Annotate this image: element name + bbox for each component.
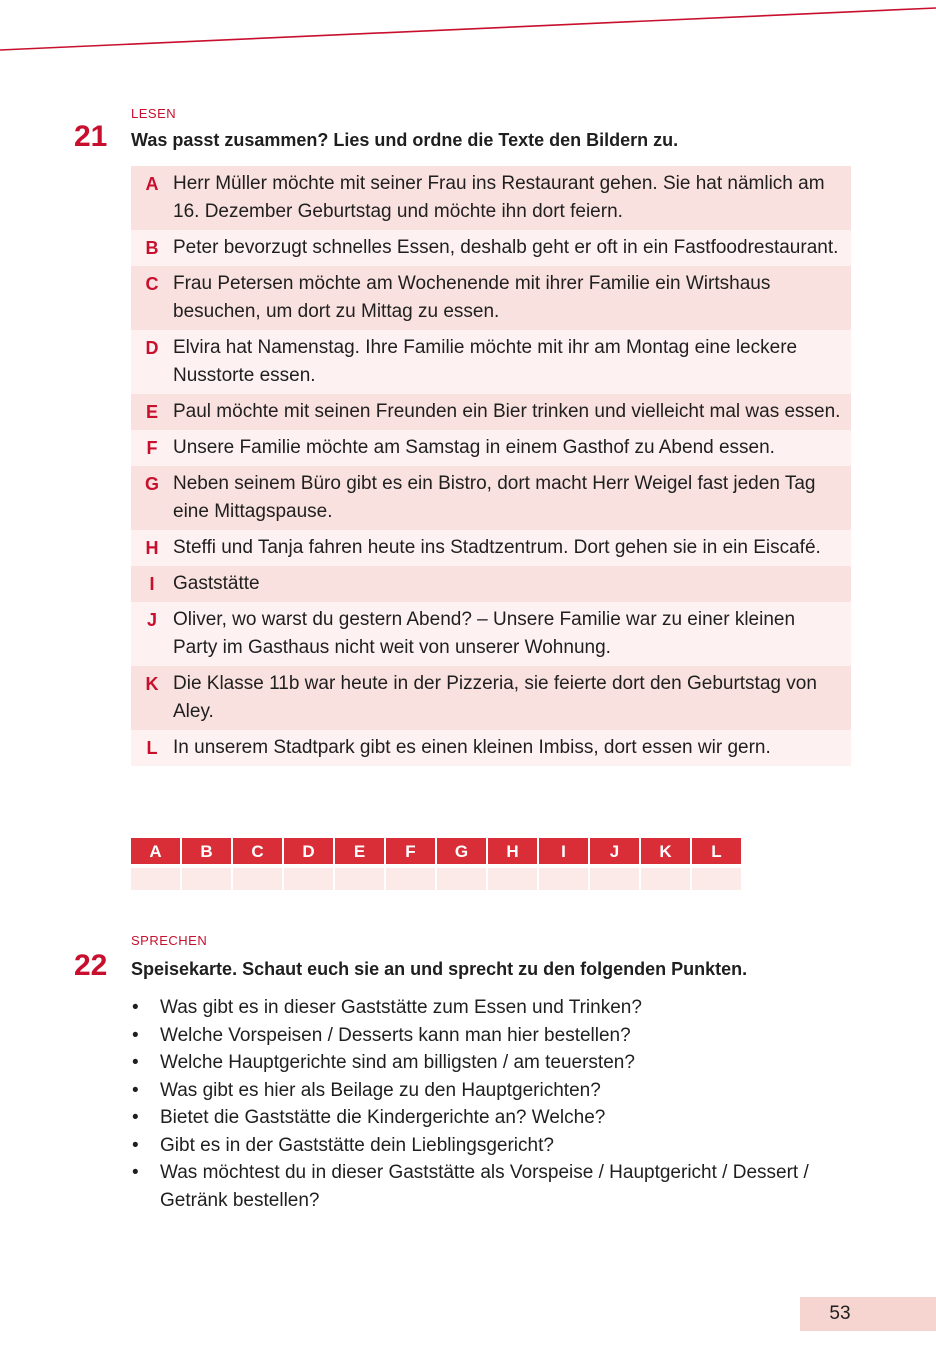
answer-cell-h[interactable] bbox=[488, 868, 537, 890]
item-text: In unserem Stadtpark gibt es einen kleinen Imbiss, dort essen wir gern. bbox=[173, 737, 771, 758]
item-text: Gaststätte bbox=[173, 573, 260, 594]
item-letter: C bbox=[145, 274, 159, 294]
answer-header-d: D bbox=[284, 838, 333, 864]
text-item-j bbox=[131, 602, 851, 666]
exercise-title: Was passt zusammen? Lies und ordne die Texte den Bildern zu. bbox=[131, 130, 679, 150]
bullet-text: Bietet die Gaststätte die Kindergerichte an? Welche? bbox=[160, 1107, 606, 1128]
answer-cell-c[interactable] bbox=[233, 868, 282, 890]
answer-header-a: A bbox=[131, 838, 180, 864]
item-letter: L bbox=[146, 738, 158, 758]
text-item-d bbox=[131, 330, 851, 394]
item-letter: F bbox=[146, 438, 158, 458]
bullet-text: Gibt es in der Gaststätte dein Lieblingsgericht? bbox=[160, 1134, 554, 1156]
answer-cell-g[interactable] bbox=[437, 868, 486, 890]
bullet-list bbox=[131, 994, 861, 1214]
exercise-title: Speisekarte. Schaut euch sie an und sprecht zu den folgenden Punkten. bbox=[131, 959, 748, 979]
answer-cell-d[interactable] bbox=[284, 868, 333, 890]
answer-header-i: I bbox=[539, 838, 588, 864]
text-item-i bbox=[131, 566, 851, 602]
answer-cell-b[interactable] bbox=[182, 868, 231, 890]
item-letter: I bbox=[149, 574, 155, 594]
header-rule bbox=[0, 0, 936, 60]
answer-cell-e[interactable] bbox=[335, 868, 384, 890]
item-text: Peter bevorzugt schnelles Essen, deshalb geht er oft in ein Fastfoodrestaurant. bbox=[173, 237, 839, 258]
text-item-g bbox=[131, 466, 851, 530]
bullet-dot-icon: • bbox=[132, 1024, 139, 1046]
item-text: Elvira hat Namenstag. Ihre Familie möchte mit ihr am Montag eine leckere Nusstorte essen. bbox=[173, 337, 798, 386]
bullet-item bbox=[131, 1132, 861, 1160]
answer-grid-row bbox=[131, 868, 743, 890]
answer-header-e: E bbox=[335, 838, 384, 864]
bullet-item bbox=[131, 1104, 861, 1132]
item-letter: D bbox=[145, 338, 159, 358]
answer-cell-k[interactable] bbox=[641, 868, 690, 890]
exercise-skill-label: SPRECHEN bbox=[131, 933, 208, 948]
item-text: Steffi und Tanja fahren heute ins Stadtzentrum. Dort gehen sie in ein Eiscafé. bbox=[173, 537, 821, 558]
item-text: Oliver, wo warst du gestern Abend? – Unsere Familie war zu einer kleinen Party im Gasthaus nicht weit von unserer Wohnung. bbox=[173, 609, 796, 658]
bullet-text: Was gibt es hier als Beilage zu den Hauptgerichten? bbox=[160, 1079, 601, 1101]
item-letter: E bbox=[145, 402, 158, 422]
bullet-item bbox=[131, 994, 861, 1022]
bullet-item bbox=[131, 1049, 861, 1077]
item-text: Frau Petersen möchte am Wochenende mit ihrer Familie ein Wirtshaus besuchen, um dort zu Mittag zu essen. bbox=[173, 273, 771, 322]
bullet-dot-icon: • bbox=[132, 997, 139, 1018]
bullet-item bbox=[131, 1077, 861, 1105]
text-item-k bbox=[131, 666, 851, 730]
answer-cell-i[interactable] bbox=[539, 868, 588, 890]
text-item-f bbox=[131, 430, 851, 466]
answer-cell-f[interactable] bbox=[386, 868, 435, 890]
answer-cell-j[interactable] bbox=[590, 868, 639, 890]
item-text: Paul möchte mit seinen Freunden ein Bier trinken und vielleicht mal was essen. bbox=[173, 401, 841, 422]
answer-cell-a[interactable] bbox=[131, 868, 180, 890]
bullet-item bbox=[131, 1159, 861, 1214]
text-list bbox=[131, 166, 851, 766]
bullet-dot-icon: • bbox=[132, 1162, 139, 1183]
page-number-box bbox=[800, 1297, 936, 1331]
exercise-number: 21 bbox=[74, 120, 108, 153]
bullet-text: Was gibt es in dieser Gaststätte zum Essen und Trinken? bbox=[160, 997, 642, 1018]
item-letter: K bbox=[145, 674, 159, 694]
item-text: Unsere Familie möchte am Samstag in einem Gasthof zu Abend essen. bbox=[173, 437, 775, 458]
item-text: Die Klasse 11b war heute in der Pizzeria, sie feierte dort den Geburtstag von Aley. bbox=[173, 673, 817, 722]
bullet-dot-icon: • bbox=[132, 1052, 139, 1073]
item-text: Herr Müller möchte mit seiner Frau ins Restaurant gehen. Sie hat nämlich am 16. Dezember Geburtstag und möchte ihn dort feiern. bbox=[173, 173, 825, 222]
item-letter: J bbox=[146, 610, 157, 630]
answer-header-k: K bbox=[641, 838, 690, 864]
item-letter: G bbox=[144, 474, 159, 494]
text-item-h bbox=[131, 530, 851, 566]
bullet-text: Was möchtest du in dieser Gaststätte als Vorspeise / Hauptgericht / Dessert / Getränk bestellen? bbox=[160, 1162, 809, 1211]
text-item-b bbox=[131, 230, 851, 266]
bullet-dot-icon: • bbox=[132, 1134, 139, 1156]
text-item-c bbox=[131, 266, 851, 330]
answer-grid-header bbox=[131, 838, 743, 864]
item-letter: A bbox=[145, 174, 159, 194]
answer-grid bbox=[131, 838, 743, 890]
page-number: 53 bbox=[829, 1303, 851, 1324]
answer-header-h: H bbox=[488, 838, 537, 864]
answer-header-j: J bbox=[590, 838, 639, 864]
answer-header-c: C bbox=[233, 838, 282, 864]
answer-cell-l[interactable] bbox=[692, 868, 741, 890]
item-letter: B bbox=[145, 238, 159, 258]
exercise-skill-label: LESEN bbox=[131, 106, 177, 121]
answer-header-f: F bbox=[386, 838, 435, 864]
bullet-text: Welche Hauptgerichte sind am billigsten / am teuersten? bbox=[160, 1052, 635, 1073]
text-item-l bbox=[131, 730, 851, 766]
item-letter: H bbox=[145, 538, 159, 558]
bullet-dot-icon: • bbox=[132, 1107, 139, 1128]
exercise-number: 22 bbox=[74, 949, 108, 982]
text-item-a bbox=[131, 166, 851, 230]
item-text: Neben seinem Büro gibt es ein Bistro, dort macht Herr Weigel fast jeden Tag eine Mittagspause. bbox=[173, 473, 816, 522]
answer-header-b: B bbox=[182, 838, 231, 864]
answer-header-l: L bbox=[692, 838, 741, 864]
answer-header-g: G bbox=[437, 838, 486, 864]
text-item-e bbox=[131, 394, 851, 430]
bullet-dot-icon: • bbox=[132, 1079, 139, 1101]
bullet-text: Welche Vorspeisen / Desserts kann man hier bestellen? bbox=[160, 1024, 631, 1046]
bullet-item bbox=[131, 1022, 861, 1050]
